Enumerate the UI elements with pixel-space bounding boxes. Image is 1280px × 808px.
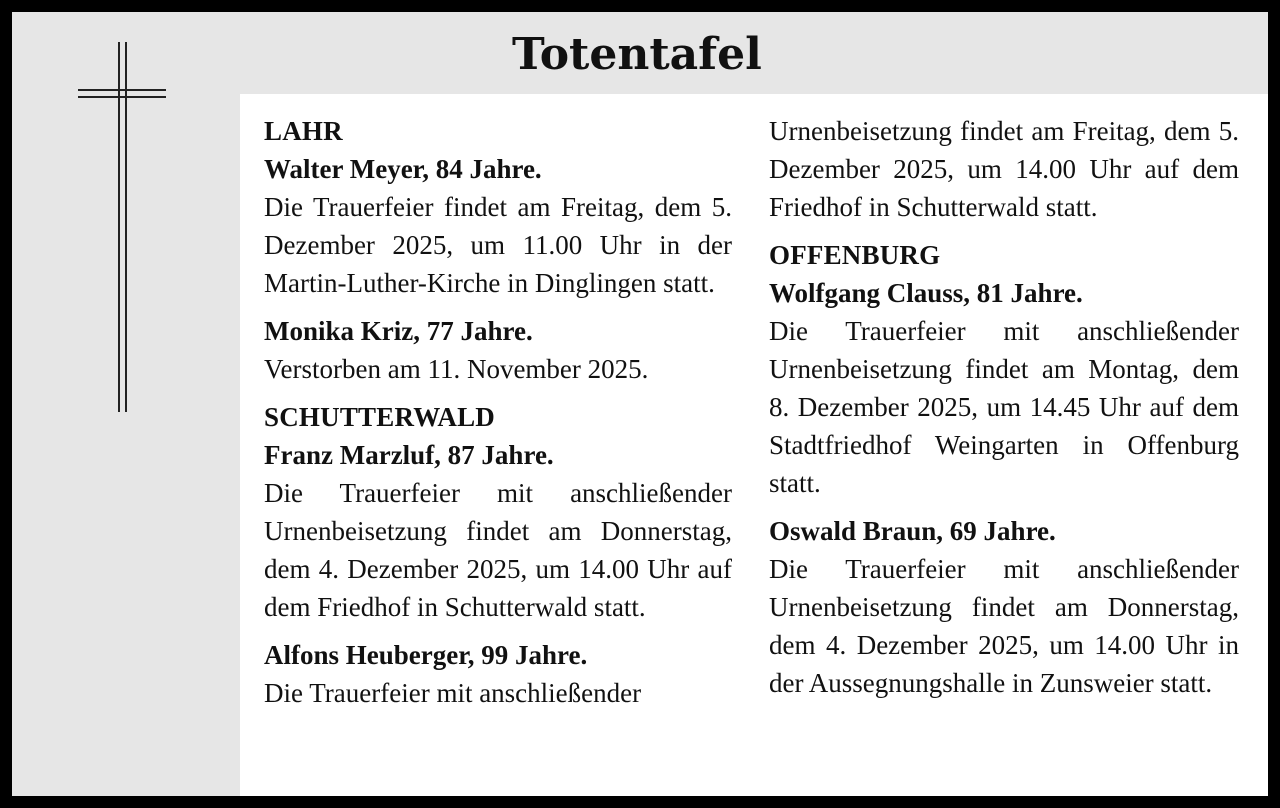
obituary-text: Die Trauerfeier mit anschließender Urnenbeisetzung findet am Donnerstag, dem 4. Dezember 2025, um 14.00 Uhr auf dem Friedhof in Schutterwald statt.	[264, 478, 732, 622]
deceased-name: Wolfgang Clauss, 81 Jahre.	[769, 278, 1083, 308]
right-column	[769, 112, 1239, 712]
obituary-entry	[264, 112, 732, 302]
obituary-text: Die Trauerfeier mit anschließender Urnenbeisetzung findet am Montag, dem 8. Dezember 2025, um 14.45 Uhr auf dem Stadtfriedhof Weingarten in Offenburg statt.	[769, 316, 1239, 498]
deceased-name: Monika Kriz, 77 Jahre.	[264, 316, 533, 346]
page-title: Totentafel	[512, 29, 762, 80]
obituary-entry	[264, 398, 732, 626]
obituary-panel	[240, 94, 1268, 796]
cross-icon	[78, 42, 168, 412]
obituary-text: Die Trauerfeier findet am Freitag, dem 5. Dezember 2025, um 11.00 Uhr in der Martin-Luther-Kirche in Dinglingen statt.	[264, 192, 732, 298]
left-column	[264, 112, 732, 722]
obituary-board	[12, 12, 1268, 796]
deceased-name: Alfons Heuberger, 99 Jahre.	[264, 640, 588, 670]
obituary-entry	[769, 112, 1239, 226]
place-heading: SCHUTTERWALD	[264, 402, 496, 432]
obituary-entry	[264, 312, 732, 388]
deceased-name: Franz Marzluf, 87 Jahre.	[264, 440, 554, 470]
place-heading: LAHR	[264, 116, 343, 146]
obituary-text: Urnenbeisetzung findet am Freitag, dem 5. Dezember 2025, um 14.00 Uhr auf dem Friedhof in Schutterwald statt.	[769, 116, 1239, 222]
deceased-name: Oswald Braun, 69 Jahre.	[769, 516, 1056, 546]
obituary-text: Verstorben am 11. November 2025.	[264, 354, 649, 384]
place-heading: OFFENBURG	[769, 240, 941, 270]
obituary-entry	[769, 512, 1239, 702]
deceased-name: Walter Meyer, 84 Jahre.	[264, 154, 542, 184]
obituary-text: Die Trauerfeier mit anschließender	[264, 678, 642, 708]
obituary-entry	[769, 236, 1239, 502]
obituary-entry	[264, 636, 732, 712]
obituary-text: Die Trauerfeier mit anschließender Urnenbeisetzung findet am Donnerstag, dem 4. Dezember 2025, um 14.00 Uhr in der Aussegnungshalle in Zunsweier statt.	[769, 554, 1239, 698]
